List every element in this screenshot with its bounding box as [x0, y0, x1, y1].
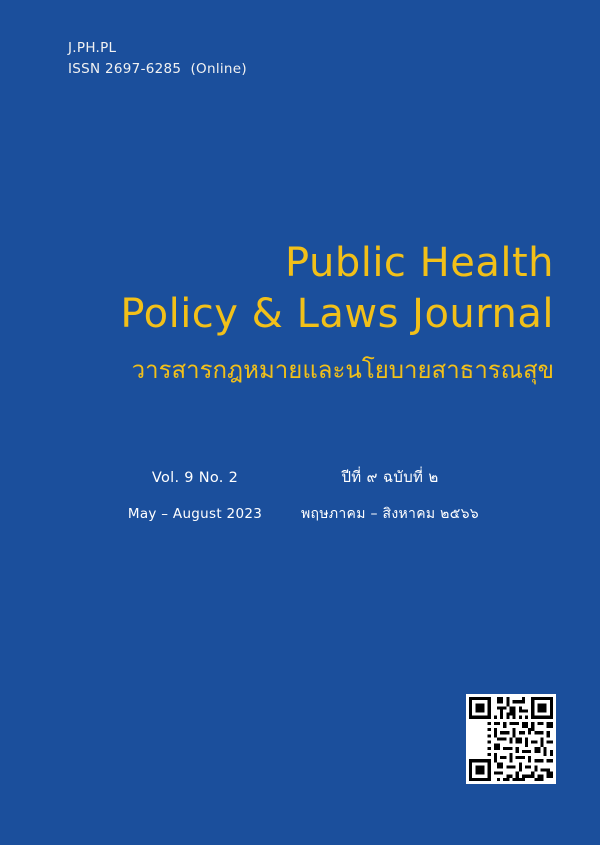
issue-volume-en: Vol. 9 No. 2 — [151, 470, 239, 486]
qr-code-icon[interactable] — [466, 694, 556, 784]
title-block — [0, 238, 554, 388]
issue-volume-row — [0, 465, 600, 489]
issue-dates-th: พฤษภาคม – สิงหาคม ๒๕๖๖ — [301, 506, 479, 522]
qr-code-svg — [466, 694, 556, 784]
journal-abbreviation: J.PH.PL — [68, 40, 117, 56]
issn-line: ISSN 2697-6285 (Online) — [68, 60, 247, 77]
issue-dates-en: May – August 2023 — [127, 506, 263, 522]
journal-title-line-2: Policy & Laws Journal — [120, 291, 554, 338]
masthead — [68, 38, 247, 80]
journal-title-line-1: Public Health — [285, 240, 554, 286]
issue-volume-th: ปีที่ ๙ ฉบับที่ ๒ — [341, 468, 439, 486]
journal-title-thai: วารสารกฎหมายและนโยบายสาธารณสุข — [131, 356, 554, 385]
issue-dates-row — [0, 503, 600, 525]
issue-block — [0, 465, 600, 525]
